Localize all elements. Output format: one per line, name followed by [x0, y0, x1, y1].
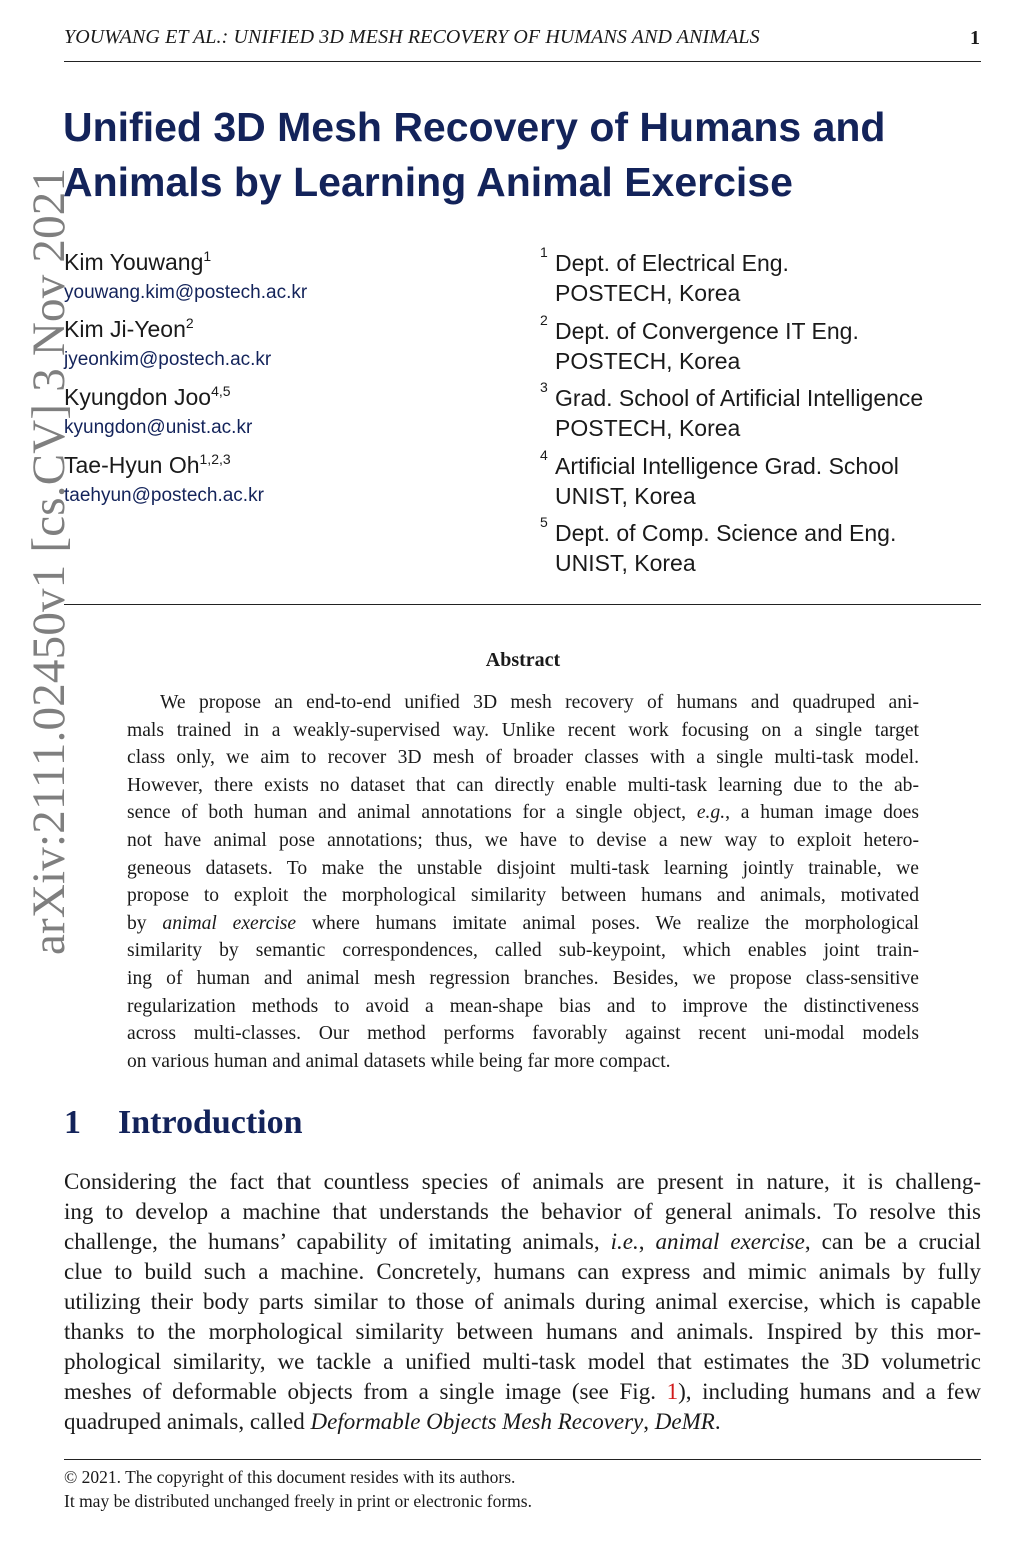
intro-line: utilizing their body parts similar to those of animals during animal exercise, which is capable: [64, 1289, 981, 1314]
author-affiliation-sup: 2: [185, 315, 194, 331]
affiliation-number: 3: [540, 379, 548, 395]
arxiv-identifier-stamp: arXiv:2111.02450v1 [cs.CV] 3 Nov 2021: [23, 167, 75, 955]
affiliation-number: 5: [540, 514, 548, 530]
page-number: 1: [970, 27, 980, 49]
affiliation-institution: POSTECH, Korea: [555, 348, 741, 374]
section-heading-introduction: [64, 1104, 303, 1142]
affiliation-2: [540, 312, 990, 376]
title-block-rule: [64, 604, 981, 605]
author-affiliation-sup: 1,2,3: [199, 451, 231, 467]
author-email-link[interactable]: kyungdon@unist.ac.kr: [64, 417, 253, 438]
italic-animal-exercise: animal exercise: [162, 912, 297, 934]
affiliation-institution: POSTECH, Korea: [555, 415, 741, 441]
abstract-line: geneous datasets. To make the unstable disjoint multi-task learning jointly trainable, we: [127, 857, 919, 879]
author-email-link[interactable]: taehyun@postech.ac.kr: [64, 485, 264, 506]
abstract-line: ing of human and animal mesh regression branches. Besides, we propose class-sensitive: [127, 967, 919, 989]
intro-line: ing to develop a machine that understands the behavior of general animals. To resolve this: [64, 1199, 981, 1224]
intro-line: clue to build such a machine. Concretely, humans can express and mimic animals by fully: [64, 1259, 981, 1284]
author-email-link[interactable]: jyeonkim@postech.ac.kr: [64, 349, 272, 370]
affiliation-dept: Grad. School of Artificial Intelligence: [555, 385, 924, 411]
author-name: Kim Ji-Yeon$^2$: [64, 315, 194, 342]
abstract-line: regularization methods to avoid a mean-shape bias and to improve the distinctiveness: [127, 995, 919, 1017]
abstract-line: not have animal pose annotations; thus, we have to devise a new way to exploit hetero-: [127, 829, 919, 851]
author-affiliation-sup: 1: [203, 248, 212, 264]
affiliation-4: [540, 447, 990, 511]
affiliation-5: [540, 514, 990, 578]
affiliation-dept: Dept. of Convergence IT Eng.: [555, 318, 859, 344]
title-line-2: Animals by Learning Animal Exercise: [63, 159, 793, 205]
header-rule: [64, 61, 981, 62]
copyright-line: © 2021. The copyright of this document resides with its authors.: [64, 1467, 516, 1487]
affiliation-institution: POSTECH, Korea: [555, 280, 741, 306]
author-affiliation-sup: 4,5: [211, 383, 231, 399]
abstract-heading: Abstract: [485, 649, 561, 671]
affiliation-number: 1: [540, 244, 548, 260]
affiliation-1: [540, 244, 990, 308]
intro-line: thanks to the morphological similarity between humans and animals. Inspired by this mor-: [64, 1319, 981, 1344]
intro-line: meshes of deformable objects from a single image (see Fig. 1), including humans and a few: [64, 1379, 981, 1404]
distribution-line: It may be distributed unchanged freely in print or electronic forms.: [64, 1491, 532, 1511]
intro-line: Considering the fact that countless species of animals are present in nature, it is challeng-: [64, 1169, 981, 1194]
paper-title: [63, 100, 983, 210]
author-email-link[interactable]: youwang.kim@postech.ac.kr: [64, 282, 308, 303]
footer-rule: [64, 1459, 981, 1460]
introduction-paragraph: [64, 1167, 981, 1437]
running-header-title: YOUWANG ET AL.: UNIFIED 3D MESH RECOVERY OF HUMANS AND ANIMALS: [64, 26, 760, 48]
abstract-line: similarity by semantic correspondences, called sub-keypoint, which enables joint train-: [127, 940, 919, 962]
abstract-line: We propose an end-to-end unified 3D mesh recovery of humans and quadruped ani-: [160, 692, 919, 713]
section-title: Introduction: [118, 1104, 303, 1141]
abstract-line: by animal exercise where humans imitate animal poses. We realize the morphological: [127, 912, 919, 934]
abstract-line: propose to exploit the morphological similarity between humans and animals, motivated: [127, 885, 919, 907]
figure-reference-link[interactable]: 1: [666, 1379, 679, 1404]
abstract-line: sence of both human and animal annotations for a single object, e.g., a human image does: [127, 802, 919, 824]
affiliation-institution: UNIST, Korea: [555, 483, 696, 509]
intro-line: phological similarity, we tackle a unified multi-task model that estimates the 3D volumetric: [64, 1349, 981, 1374]
abstract-line: However, there exists no dataset that can directly enable multi-task learning due to the ab-: [127, 774, 919, 796]
copyright-footer: [64, 1465, 532, 1513]
italic-eg: e.g.: [696, 802, 726, 824]
author-name: Kyungdon Joo$^{4,5}$: [64, 383, 231, 410]
author-name: Kim Youwang$^1$: [64, 248, 212, 275]
author-name: Tae-Hyun Oh$^{1,2,3}$: [64, 451, 231, 478]
affiliation-number: 4: [540, 447, 548, 463]
affiliation-3: [540, 379, 990, 443]
affiliation-number: 2: [540, 312, 548, 328]
intro-line: quadruped animals, called Deformable Objects Mesh Recovery, DeMR.: [64, 1409, 721, 1434]
section-number: 1: [64, 1104, 81, 1141]
affiliation-dept: Dept. of Electrical Eng.: [555, 250, 789, 276]
intro-line: challenge, the humans’ capability of imitating animals, i.e., animal exercise, can be a crucial: [64, 1229, 982, 1254]
affiliation-institution: UNIST, Korea: [555, 550, 696, 576]
affiliation-dept: Dept. of Comp. Science and Eng.: [555, 520, 897, 546]
abstract-line: on various human and animal datasets while being far more compact.: [127, 1050, 671, 1072]
title-line-1: Unified 3D Mesh Recovery of Humans and: [63, 104, 886, 150]
abstract-line: across multi-classes. Our method performs favorably against recent uni-modal models: [127, 1023, 919, 1045]
abstract-body: [127, 689, 919, 1075]
abstract-line: mals trained in a weakly-supervised way. Unlike recent work focusing on a single target: [127, 719, 919, 741]
abstract-line: class only, we aim to recover 3D mesh of broader classes with a single multi-task model.: [127, 747, 919, 769]
affiliation-dept: Artificial Intelligence Grad. School: [555, 453, 899, 479]
